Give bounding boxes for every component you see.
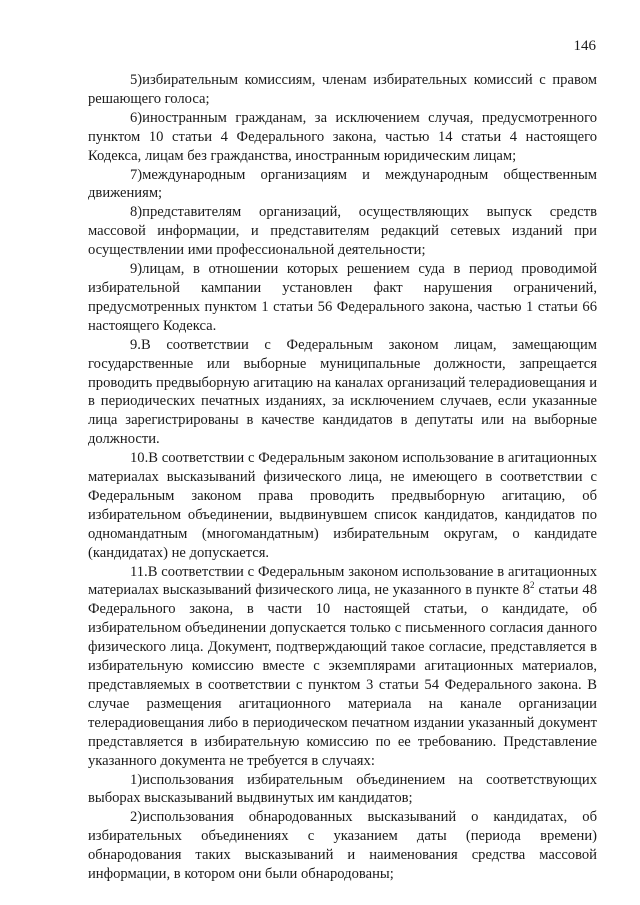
clause-11 — [88, 563, 597, 771]
list-item-5: 5)избирательным комиссиям, членам избирательных комиссий с правом решающего голоса; — [88, 72, 597, 107]
document-body — [88, 71, 597, 884]
clause-11-superscript: 2 — [530, 580, 535, 591]
page-number: 146 — [573, 38, 596, 54]
list-item-6: 6)иностранным гражданам, за исключением случая, предусмотренного пунктом 10 статьи 4 Федерального закона, частью 14 статьи 4 настоящего Кодекса, лицам без гражданства, иностранным юридическим лицам; — [88, 109, 597, 164]
exception-item-2: 2)использования обнародованных высказываний о кандидатах, об избирательных объединениях с указанием даты (периода времени) обнародования таких высказываний и наименования средства массовой информации, в котором они были обнародованы; — [88, 809, 597, 883]
list-item-9: 9)лицам, в отношении которых решением суда в период проводимой избирательной кампании установлен факт нарушения ограничений, предусмотренных пунктом 1 статьи 56 Федерального закона, частью 1 статьи 66 настоящего Кодекса. — [88, 261, 597, 334]
clause-10: 10.В соответствии с Федеральным законом использование в агитационных материалах высказываний физического лица, не имеющего в соответствии с Федеральным законом права проводить предвыборную агитацию, об избирательном объединении, выдвинувшем список кандидатов, кандидатов по одномандатным (многомандатным) избирательным округам, о кандидате (кандидатах) не допускается. — [88, 450, 597, 561]
clause-11-text-end: статьи 48 Федерального закона, в части 10 настоящей статьи, о кандидате, об избирательном объединении допускается только с письменного согласия данного физического лица. Документ, подтверждающий такое согласие, представляется в избирательную комиссию вместе с экземплярами агитационных материалов, представляемых в соответствии с пунктом 3 статьи 54 Федерального закона. В случае размещения агитационного материала на канале организации телерадиовещания либо в периодическом печатном издании указанный документ представляется в избирательную комиссию по ее требованию. Представление указанного документа не требуется в случаях: — [88, 582, 597, 769]
list-item-7: 7)международным организациям и международным общественным движениям; — [88, 166, 597, 202]
clause-9: 9.В соответствии с Федеральным законом лицам, замещающим государственные или выборные муниципальные должности, запрещается проводить предвыборную агитацию на каналах организаций телерадиовещания и в периодических печатных изданиях, за исключением случаев, если указанные лица зарегистрированы в качестве кандидатов в депутаты или на выборные должности. — [88, 336, 597, 448]
list-item-8: 8)представителям организаций, осуществляющих выпуск средств массовой информации, и представителям редакций сетевых изданий при осуществлении ими профессиональной деятельности; — [88, 204, 597, 259]
exception-item-1: 1)использования избирательным объединением на соответствующих выборах высказываний выдвинутых им кандидатов; — [88, 771, 597, 807]
clause-11-text-start: 11.В соответствии с Федеральным законом использование в агитационных материалах высказываний физического лица, не указанного в пункте 8 — [88, 563, 597, 599]
